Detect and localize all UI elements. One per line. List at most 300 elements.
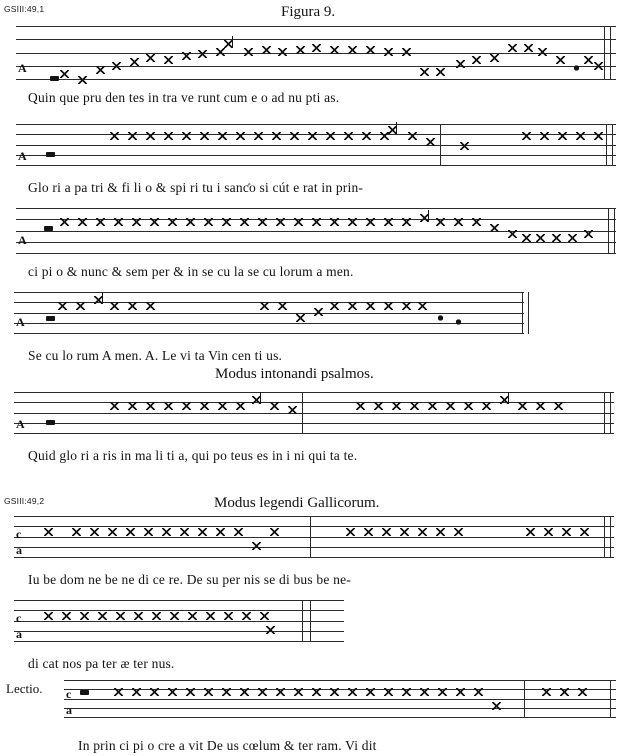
neume-glyph bbox=[150, 688, 159, 696]
neume-note bbox=[482, 402, 491, 410]
lyrics-line-2: Glo ri a pa tri & fi li o & spi ri tu i sanƈo si cút e rat in prin- bbox=[28, 180, 364, 195]
neume-glyph bbox=[218, 132, 227, 140]
neume-note bbox=[374, 402, 383, 410]
staff-lines bbox=[16, 26, 616, 80]
neume-note bbox=[46, 314, 55, 322]
neume-note bbox=[204, 688, 213, 696]
neume-note bbox=[44, 612, 53, 620]
staff-lines bbox=[16, 124, 616, 166]
neume-glyph bbox=[594, 62, 603, 70]
neume-note bbox=[170, 612, 179, 620]
neume-glyph bbox=[96, 218, 105, 226]
neume-note bbox=[594, 62, 603, 70]
neume-note bbox=[508, 230, 517, 238]
neume-glyph bbox=[366, 46, 375, 54]
clef-symbol: A bbox=[18, 233, 27, 247]
neume-note bbox=[94, 296, 103, 304]
barline bbox=[606, 124, 607, 166]
staff-line bbox=[14, 526, 614, 527]
neume-note bbox=[130, 58, 139, 66]
neume-glyph bbox=[294, 688, 303, 696]
staff-line bbox=[16, 145, 616, 146]
staff-line bbox=[14, 557, 614, 558]
neume-note bbox=[168, 688, 177, 696]
neume-glyph bbox=[436, 528, 445, 536]
neume-note bbox=[254, 132, 263, 140]
neume-glyph bbox=[278, 48, 287, 56]
neume-note bbox=[80, 612, 89, 620]
neume-note bbox=[366, 688, 375, 696]
neume-note bbox=[562, 528, 571, 536]
neume-note bbox=[538, 48, 547, 56]
neume-glyph bbox=[236, 402, 245, 410]
neume-note bbox=[258, 688, 267, 696]
neume-glyph bbox=[482, 402, 491, 410]
neume-glyph bbox=[326, 132, 335, 140]
neume-note bbox=[266, 626, 275, 634]
neume-glyph bbox=[270, 402, 279, 410]
neume-note bbox=[418, 302, 427, 310]
neume-note bbox=[400, 528, 409, 536]
neume-note bbox=[98, 612, 107, 620]
neume-glyph bbox=[146, 132, 155, 140]
neume-glyph bbox=[198, 528, 207, 536]
neume-note bbox=[472, 218, 481, 226]
neume-glyph bbox=[384, 218, 393, 226]
neume-note bbox=[182, 52, 191, 60]
neume-glyph bbox=[436, 314, 445, 322]
neume-glyph bbox=[420, 68, 429, 76]
staff-system bbox=[64, 680, 616, 718]
staff-line bbox=[16, 231, 616, 232]
neume-glyph bbox=[252, 396, 261, 404]
neume-glyph bbox=[128, 402, 137, 410]
barline bbox=[310, 600, 311, 642]
neume-note bbox=[436, 218, 445, 226]
neume-glyph bbox=[44, 612, 53, 620]
neume-glyph bbox=[182, 52, 191, 60]
staff-line bbox=[14, 631, 344, 632]
staff-lines bbox=[14, 292, 524, 334]
neume-glyph bbox=[260, 302, 269, 310]
neume-glyph bbox=[128, 132, 137, 140]
neume-glyph bbox=[78, 76, 87, 84]
neume-note bbox=[472, 56, 481, 64]
neume-note bbox=[542, 688, 551, 696]
neume-note bbox=[382, 528, 391, 536]
neume-glyph bbox=[110, 132, 119, 140]
staff-line bbox=[64, 680, 616, 681]
neume-note bbox=[436, 314, 445, 322]
neume-note bbox=[518, 402, 527, 410]
neume-note bbox=[552, 234, 561, 242]
neume-note bbox=[490, 54, 499, 62]
staff-line bbox=[16, 165, 616, 166]
neume-note bbox=[308, 132, 317, 140]
neume-glyph bbox=[162, 528, 171, 536]
neume-note bbox=[114, 688, 123, 696]
neume-note bbox=[572, 64, 581, 72]
staff-lines bbox=[16, 208, 616, 254]
lyrics-line-3: ci pi o & nunc & sem per & in se cu la se cu lorum a men. bbox=[28, 264, 354, 279]
neume-glyph bbox=[110, 302, 119, 310]
neume-note bbox=[384, 688, 393, 696]
barline bbox=[610, 680, 611, 718]
staff-lines bbox=[14, 516, 614, 558]
neume-note bbox=[128, 302, 137, 310]
neume-glyph bbox=[428, 402, 437, 410]
barline bbox=[610, 26, 611, 80]
neume-glyph bbox=[222, 218, 231, 226]
neume-glyph bbox=[508, 44, 517, 52]
neume-note bbox=[464, 402, 473, 410]
neume-glyph bbox=[186, 218, 195, 226]
neume-glyph bbox=[258, 688, 267, 696]
neume-note bbox=[240, 218, 249, 226]
neume-note bbox=[132, 218, 141, 226]
barline bbox=[610, 392, 611, 434]
neume-glyph bbox=[200, 402, 209, 410]
neume-glyph bbox=[146, 54, 155, 62]
neume-glyph bbox=[572, 64, 581, 72]
neume-note bbox=[144, 528, 153, 536]
neume-glyph bbox=[536, 234, 545, 242]
neume-note bbox=[96, 66, 105, 74]
neume-note bbox=[364, 528, 373, 536]
neume-glyph bbox=[560, 688, 569, 696]
neume-note bbox=[218, 402, 227, 410]
staff-line bbox=[14, 433, 614, 434]
neume-note bbox=[348, 302, 357, 310]
staff-line bbox=[14, 641, 344, 642]
neume-note bbox=[402, 688, 411, 696]
neume-note bbox=[296, 314, 305, 322]
neume-note bbox=[150, 688, 159, 696]
neume-glyph bbox=[276, 218, 285, 226]
neume-glyph bbox=[144, 528, 153, 536]
neume-glyph bbox=[266, 626, 275, 634]
neume-glyph bbox=[460, 142, 469, 150]
neume-glyph bbox=[90, 528, 99, 536]
neume-note bbox=[236, 402, 245, 410]
neume-glyph bbox=[132, 218, 141, 226]
barline bbox=[604, 392, 605, 434]
neume-note bbox=[222, 218, 231, 226]
neume-glyph bbox=[544, 528, 553, 536]
neume-note bbox=[112, 62, 121, 70]
staff-line bbox=[14, 413, 614, 414]
neume-glyph bbox=[58, 302, 67, 310]
lyrics-line-8: In prin ci pi o cre a vit De us cœlum & ter ram. Vi dit bbox=[78, 738, 377, 753]
neume-glyph bbox=[384, 688, 393, 696]
staff-line bbox=[14, 423, 614, 424]
neume-glyph bbox=[438, 688, 447, 696]
barline bbox=[608, 208, 609, 254]
neume-glyph bbox=[290, 132, 299, 140]
neume-note bbox=[584, 56, 593, 64]
neume-glyph bbox=[254, 132, 263, 140]
neume-note bbox=[426, 138, 435, 146]
barline bbox=[610, 516, 611, 558]
clef-symbol: A bbox=[16, 315, 25, 329]
neume-glyph bbox=[576, 132, 585, 140]
neume-note bbox=[384, 218, 393, 226]
neume-glyph bbox=[80, 690, 89, 695]
neume-note bbox=[446, 402, 455, 410]
neume-glyph bbox=[474, 688, 483, 696]
neume-glyph bbox=[126, 528, 135, 536]
staff-lines bbox=[14, 392, 614, 434]
staff-lines bbox=[14, 600, 344, 642]
neume-glyph bbox=[420, 688, 429, 696]
lectio-label: Lectio. bbox=[6, 681, 43, 696]
neume-note bbox=[108, 528, 117, 536]
neume-note bbox=[114, 218, 123, 226]
neume-note bbox=[420, 214, 429, 222]
neume-glyph bbox=[258, 218, 267, 226]
neume-note bbox=[242, 612, 251, 620]
neume-note bbox=[454, 528, 463, 536]
neume-glyph bbox=[108, 528, 117, 536]
neume-note bbox=[78, 218, 87, 226]
neume-glyph bbox=[216, 528, 225, 536]
staff-line bbox=[14, 333, 524, 334]
staff-line bbox=[14, 600, 344, 601]
neume-glyph bbox=[170, 612, 179, 620]
neume-glyph bbox=[536, 402, 545, 410]
neume-note bbox=[580, 528, 589, 536]
neume-note bbox=[402, 48, 411, 56]
neume-note bbox=[522, 132, 531, 140]
clef-symbol-secondary: a bbox=[16, 627, 22, 641]
heading-modus-intonandi: Modus intonandi psalmos. bbox=[215, 366, 374, 382]
neume-glyph bbox=[312, 218, 321, 226]
neume-glyph bbox=[272, 132, 281, 140]
neume-note bbox=[244, 48, 253, 56]
neume-note bbox=[348, 46, 357, 54]
neume-note bbox=[428, 402, 437, 410]
neume-glyph bbox=[330, 218, 339, 226]
staff-line bbox=[14, 313, 524, 314]
staff-system bbox=[16, 26, 616, 80]
clef-symbol: A bbox=[18, 61, 27, 75]
neume-glyph bbox=[224, 612, 233, 620]
neume-glyph bbox=[146, 302, 155, 310]
neume-glyph bbox=[436, 68, 445, 76]
neume-note bbox=[294, 218, 303, 226]
neume-glyph bbox=[114, 218, 123, 226]
neume-glyph bbox=[524, 44, 533, 52]
neume-note bbox=[314, 308, 323, 316]
neume-note bbox=[80, 688, 89, 696]
neume-glyph bbox=[294, 218, 303, 226]
neume-note bbox=[224, 612, 233, 620]
barline bbox=[302, 392, 303, 434]
neume-glyph bbox=[278, 302, 287, 310]
neume-note bbox=[402, 218, 411, 226]
neume-note bbox=[388, 126, 397, 134]
reference-label-1: GSIII:49,1 bbox=[4, 4, 45, 14]
neume-note bbox=[216, 528, 225, 536]
neume-note bbox=[182, 132, 191, 140]
staff-line bbox=[14, 292, 524, 293]
neume-note bbox=[164, 56, 173, 64]
neume-glyph bbox=[518, 402, 527, 410]
staff-line bbox=[64, 708, 616, 709]
staff-line bbox=[14, 621, 344, 622]
neume-glyph bbox=[552, 234, 561, 242]
neume-note bbox=[392, 402, 401, 410]
staff-line bbox=[14, 516, 614, 517]
neume-glyph bbox=[270, 528, 279, 536]
barline bbox=[302, 600, 303, 642]
neume-note bbox=[474, 688, 483, 696]
neume-glyph bbox=[492, 702, 501, 710]
neume-glyph bbox=[348, 302, 357, 310]
neume-note bbox=[594, 132, 603, 140]
neume-note bbox=[110, 302, 119, 310]
neume-glyph bbox=[180, 528, 189, 536]
neume-note bbox=[544, 528, 553, 536]
clef-symbol: c bbox=[16, 527, 22, 541]
neume-note bbox=[540, 132, 549, 140]
neume-note bbox=[224, 40, 233, 48]
neume-note bbox=[44, 528, 53, 536]
neume-glyph bbox=[198, 50, 207, 58]
neume-note bbox=[260, 302, 269, 310]
neume-glyph bbox=[224, 40, 233, 48]
neume-glyph bbox=[348, 218, 357, 226]
neume-glyph bbox=[402, 218, 411, 226]
neume-glyph bbox=[296, 314, 305, 322]
neume-glyph bbox=[508, 230, 517, 238]
neume-note bbox=[78, 76, 87, 84]
neume-glyph bbox=[344, 132, 353, 140]
neume-glyph bbox=[152, 612, 161, 620]
neume-note bbox=[132, 688, 141, 696]
neume-note bbox=[576, 132, 585, 140]
neume-note bbox=[278, 302, 287, 310]
barline bbox=[604, 516, 605, 558]
neume-glyph bbox=[150, 218, 159, 226]
neume-glyph bbox=[446, 402, 455, 410]
neume-note bbox=[110, 132, 119, 140]
neume-note bbox=[182, 402, 191, 410]
neume-note bbox=[344, 132, 353, 140]
staff-line bbox=[14, 392, 614, 393]
neume-glyph bbox=[80, 612, 89, 620]
neume-glyph bbox=[472, 218, 481, 226]
neume-note bbox=[252, 542, 261, 550]
neume-note bbox=[366, 302, 375, 310]
neume-note bbox=[188, 612, 197, 620]
neume-note bbox=[236, 132, 245, 140]
neume-glyph bbox=[128, 302, 137, 310]
neume-glyph bbox=[330, 46, 339, 54]
neume-note bbox=[116, 612, 125, 620]
barline bbox=[440, 124, 441, 166]
neume-note bbox=[330, 218, 339, 226]
neume-note bbox=[270, 402, 279, 410]
neume-glyph bbox=[94, 296, 103, 304]
neume-glyph bbox=[568, 234, 577, 242]
neume-glyph bbox=[464, 402, 473, 410]
neume-note bbox=[522, 234, 531, 242]
neume-note bbox=[454, 218, 463, 226]
staff-line bbox=[16, 66, 616, 67]
neume-note bbox=[206, 612, 215, 620]
neume-note bbox=[492, 702, 501, 710]
neume-glyph bbox=[62, 612, 71, 620]
neume-glyph bbox=[206, 612, 215, 620]
neume-glyph bbox=[562, 528, 571, 536]
neume-glyph bbox=[44, 528, 53, 536]
clef-symbol: c bbox=[16, 611, 22, 625]
neume-glyph bbox=[96, 66, 105, 74]
neume-glyph bbox=[252, 542, 261, 550]
neume-glyph bbox=[186, 688, 195, 696]
neume-note bbox=[560, 688, 569, 696]
neume-note bbox=[536, 234, 545, 242]
barline bbox=[522, 292, 523, 334]
neume-glyph bbox=[76, 302, 85, 310]
neume-glyph bbox=[240, 218, 249, 226]
neume-glyph bbox=[296, 46, 305, 54]
neume-glyph bbox=[348, 46, 357, 54]
barline bbox=[528, 292, 529, 334]
neume-note bbox=[384, 302, 393, 310]
neume-glyph bbox=[46, 152, 55, 157]
clef-symbol: c bbox=[66, 687, 72, 701]
neume-note bbox=[146, 132, 155, 140]
neume-glyph bbox=[168, 218, 177, 226]
neume-glyph bbox=[114, 688, 123, 696]
neume-glyph bbox=[490, 224, 499, 232]
neume-note bbox=[152, 612, 161, 620]
staff-line bbox=[64, 689, 616, 690]
neume-glyph bbox=[556, 56, 565, 64]
heading-modus-legendi: Modus legendi Gallicorum. bbox=[214, 495, 380, 511]
neume-note bbox=[384, 48, 393, 56]
neume-note bbox=[290, 132, 299, 140]
neume-note bbox=[568, 234, 577, 242]
neume-glyph bbox=[578, 688, 587, 696]
neume-note bbox=[410, 402, 419, 410]
neume-glyph bbox=[72, 528, 81, 536]
neume-glyph bbox=[408, 132, 417, 140]
neume-note bbox=[164, 132, 173, 140]
neume-note bbox=[556, 56, 565, 64]
staff-system bbox=[14, 516, 614, 558]
staff-line bbox=[16, 39, 616, 40]
neume-note bbox=[436, 528, 445, 536]
neume-glyph bbox=[164, 132, 173, 140]
neume-glyph bbox=[242, 612, 251, 620]
neume-glyph bbox=[222, 688, 231, 696]
neume-glyph bbox=[374, 402, 383, 410]
barline bbox=[614, 208, 615, 254]
neume-glyph bbox=[366, 218, 375, 226]
neume-glyph bbox=[200, 132, 209, 140]
neume-note bbox=[460, 142, 469, 150]
staff-line bbox=[64, 717, 616, 718]
staff-line bbox=[64, 699, 616, 700]
neume-glyph bbox=[364, 528, 373, 536]
staff-system bbox=[14, 392, 614, 434]
neume-glyph bbox=[454, 528, 463, 536]
neume-note bbox=[438, 688, 447, 696]
neume-note bbox=[126, 528, 135, 536]
